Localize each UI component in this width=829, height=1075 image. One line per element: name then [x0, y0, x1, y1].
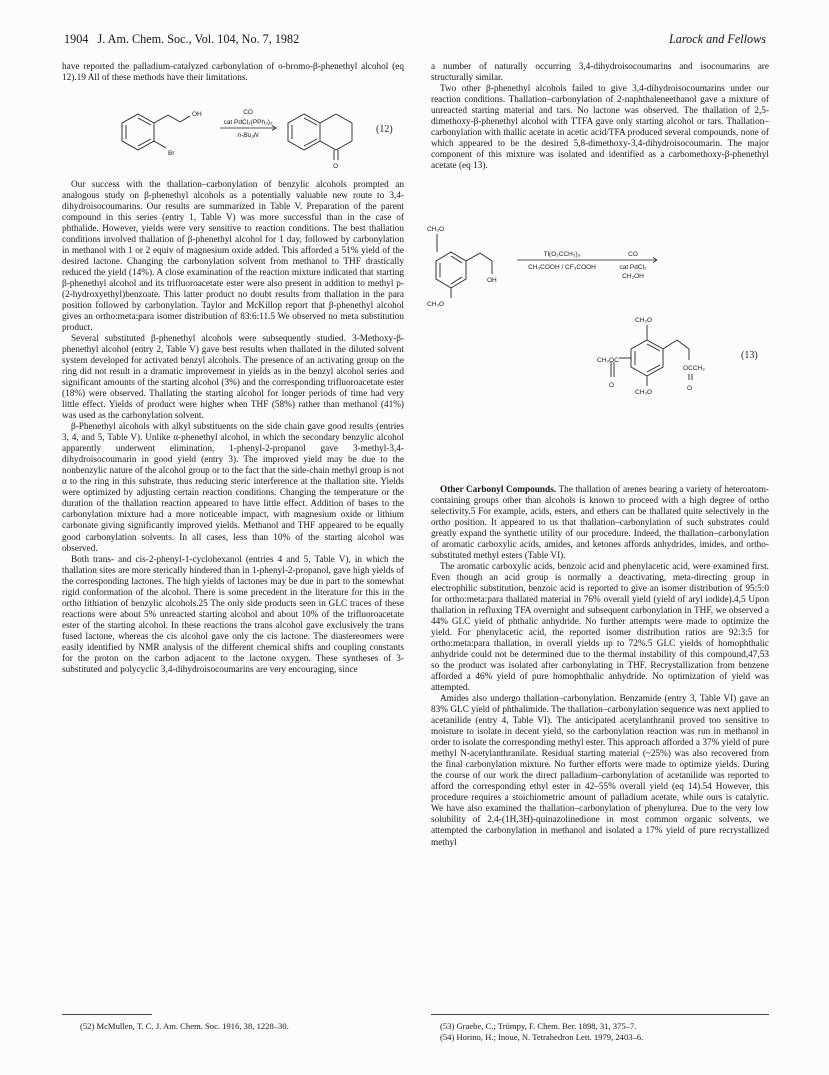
eq13-reaction-arrow [517, 258, 657, 263]
eq13-reagent-catalyst: cat PdCl₂ [619, 264, 647, 271]
left-paragraph-3: β-Phenethyl alcohols with alkyl substituents on the side chain gave good results (entries 3, 4, and 5, Table V). Unlike α-phenethyl alcohol, in which the secondary benzylic alcohol apparently underwent elimination, 1-phenyl-2-propanol gave 3-methyl-3,4-dihydroisocoumarin in good yield (entry 3). The improved yield may be due to the nonbenzylic nature of the alcohol group or to the fact that the side-chain methyl group is not α to the ring in this substrate, thus reducing steric interference at the thallation site. Yields were optimized by adjusting certain reaction conditions. Changing the temperature or the duration of the thallation reaction appeared to have little effect. Addition of bases to the carbonylation mixture had a more noticeable impact, with magnesium oxide or lithium carbonate giving significantly improved yields. Methanol and THF appeared to be equally good carbonylation solvents. In all cases, less than 10% of the starting alcohol was observed. [62, 422, 404, 554]
eq13-product-acetate-oxygen: O [687, 385, 693, 392]
eq13-product-structure [611, 325, 692, 386]
running-header [64, 32, 766, 48]
eq13-reactant-oh: OH [487, 277, 497, 284]
right-column-body [431, 485, 769, 849]
footnote-54: (54) Horino, H.; Inoue, N. Tetrahedron Lett. 1979, 2403–6. [440, 1032, 644, 1042]
right-section-paragraph-2: The aromatic carboxylic acids, benzoic acid and phenylacetic acid, were examined first. Even though an acid group is normally a deactivating, meta-directing group in electrophilic substitution, benzoic acid is reported to give an isomer distribution of 95:5:0 for ortho:meta:para thallated material in 76% overall yield (yield of aryl iodide).4,5 Upon thallation in refluxing TFA overnight and subsequent carbonylation in THF, we observed a 44% GLC yield of phthalic anhydride. No further attempts were made to optimize the yield. For phenylacetic acid, the reported isomer distribution ratios are 92:3:5 for ortho:meta:para thallation, in overall yields up to 72%.5 GLC yields of homophthalic anhydride could not be determined due to the thermal instability of this compound,47,53 so the product was isolated after carbonylating in THF. Recrystallization from benzene afforded a 46% yield of pure homophthalic anhydride. No optimization of yield was attempted. [431, 562, 769, 694]
header-citation: 1904 J. Am. Chem. Soc., Vol. 104, No. 7, 1982 [64, 32, 300, 46]
eq12-number: (12) [376, 124, 393, 135]
section-heading-other-carbonyl: Other Carbonyl Compounds. [440, 485, 557, 495]
eq13-product-ester-oxygen: O [609, 382, 615, 389]
eq13-number: (13) [741, 350, 758, 361]
eq13-reagent-co: CO [628, 251, 638, 258]
right-footnote-rule [431, 1014, 769, 1015]
left-column-intro [62, 62, 404, 84]
left-intro-paragraph: have reported the palladium-catalyzed carbonylation of o-bromo-β-phenethyl alcohol (eq 12).19 All of these methods have their limitations. [62, 62, 404, 84]
eq12-reagent-base: n-Bu₃N [237, 132, 259, 139]
eq13-product-methoxy-bottom: CH₃O [635, 389, 653, 396]
right-column-intro [431, 62, 769, 172]
equation-13-scheme [425, 222, 771, 428]
right-intro-paragraph-1: a number of naturally occurring 3,4-dihydroisocoumarins and isocoumarins are structurally similar. [431, 62, 769, 84]
left-paragraph-2: Several substituted β-phenethyl alcohols were subsequently studied. 3-Methoxy-β-phenethyl alcohol (entry 2, Table V) gave best results when thallated in the diluted solvent system developed for activated benzyl alcohols. The presence of an activating group on the ring did not result in a dramatic improvement in yields as in the benzyl alcohol series and significant amounts of the starting alcohol (3%) and the corresponding trifluoroacetate ester (18%) were observed. Thallating the starting alcohol for longer periods of time had very little effect. Yields of product were higher when THF (58%) rather than methanol (41%) was used as the carbonylation solvent. [62, 334, 404, 422]
right-intro-paragraph-2: Two other β-phenethyl alcohols failed to give 3,4-dihydroisocoumarins under our reaction conditions. Thallation–carbonylation of 2-naphthaleneethanol gave a mixture of unreacted starting material and tars. No lactone was observed. The thallation of 2,5-dimethoxy-β-phenethyl alcohol with TTFA gave only starting alcohol or tars. Thallation–carbonylation with thallic acetate in acetic acid/TFA produced several compounds, none of which appeared to be the desired 5,8-dimethoxy-3,4-dihydroisocoumarin. The major component of this mixture was isolated and identified as a carbomethoxy-β-phenethyl acetate (eq 13). [431, 84, 769, 172]
eq12-reaction-arrow [220, 126, 276, 131]
eq12-reactant-structure [122, 114, 190, 150]
right-section-paragraph-1 [431, 485, 769, 562]
footnote-53: (53) Graebe, C.; Trümpy, F. Chem. Ber. 1898, 31, 375–7. [440, 1021, 637, 1031]
equation-12-scheme [108, 104, 408, 172]
header-authors: Larock and Fellows [668, 32, 766, 46]
right-section-paragraph-1-text: The thallation of arenes bearing a variety of heteroatom-containing groups other than alcohols is known to proceed with a high degree of ortho selectivity.5 For example, acids, esters, and ethers can be thallated quite selectively in the ortho position. It appeared to us that thallation–carbonylation of such substrates could greatly expand the synthetic utility of our procedure. Indeed, the thallation–carbonylation of aromatic carboxylic acids, amides, and ketones affords anhydrides, imides, and ortho-substituted methyl esters (Table VI). [431, 485, 770, 562]
left-footnote-rule [62, 1014, 152, 1015]
eq12-reactant-oh: OH [192, 111, 202, 118]
eq13-reagent-solvent: CH₃COOH / CF₃COOH [528, 264, 596, 271]
right-section-paragraph-3: Amides also undergo thallation–carbonylation. Benzamide (entry 3, Table VI) gave an 83% GLC yield of phthalimide. The thallation–carbonylation sequence was next applied to acetanilide (entry 4, Table VI). The anticipated acetylanthranil proved too sensitive to moisture to isolate in decent yield, so the carbonylation reaction was run in methanol in order to isolate the corresponding methyl ester. This approach afforded a 37% yield of pure methyl N-acetylanthranilate. Residual starting material (~25%) was also recovered from the final carbonylation mixture. No further efforts were made to optimize yields. During the course of our work the direct palladium–carbonylation of acetanilide was reported to afford the corresponding ethyl ester in 42–55% overall yield (eq 14).54 However, this procedure requires a stoichiometric amount of palladium acetate, while ours is catalytic. We have also examined the thallation–carbonylation of phenylurea. Due to the very low solubility of 2,4-(1H,3H)-quinazolinedione in most common organic solvents, we attempted the carbonylation in methanol and isolated a 17% yield of pure recrystallized methyl [431, 694, 769, 848]
eq13-product-ester-group: CH₃OC [597, 357, 619, 364]
eq12-reagent-co: CO [243, 109, 253, 116]
eq12-reagent-catalyst: cat PdCl₂(PPh₃)₂ [223, 119, 273, 126]
eq13-reactant-methoxy-top: CH₃O [427, 226, 445, 233]
footnote-52: (52) McMullen, T. C. J. Am. Chem. Soc. 1916, 38, 1228–30. [80, 1021, 289, 1031]
eq12-product-carbonyl-o: O [333, 163, 339, 170]
left-paragraph-1: Our success with the thallation–carbonylation of benzylic alcohols prompted an analogous study on β-phenethyl alcohols as a potentially valuable new route to 3,4-dihydroisocoumarins. Our results are summarized in Table V. Preparation of the parent compound in this series (entry 1, Table V) was more successful than in the case of phthalide. However, yields were very sensitive to reaction conditions. The best thallation conditions involved thallation of β-phenethyl alcohol for 1 day, followed by carbonylation in methanol with 1 or 2 equiv of magnesium oxide added. This afforded a 51% yield of the desired lactone. Changing the carbonylation solvent from methanol to THF drastically reduced the yield (14%). A close examination of the reaction mixture indicated that starting β-phenethyl alcohol and its trifluoroacetate ester were also present in addition to methyl p-(2-hydroxyethyl)benzoate. This latter product no doubt results from thallation in the para position followed by carbonylation. Taylor and McKillop report that β-phenethyl alcohol gives an ortho:meta:para isomer distribution of 83:6:11.5 We observed no meta substitution product. [62, 180, 404, 334]
eq13-reagent-methanol: CH₃OH [622, 273, 644, 280]
eq13-reactant-structure [436, 234, 492, 298]
eq12-reactant-br: Br [168, 150, 175, 157]
eq13-reactant-methoxy-bottom: CH₃O [427, 301, 445, 308]
eq13-product-acetate-group: OCCH₃ [683, 365, 705, 372]
eq12-product-structure [288, 114, 352, 160]
eq13-product-methoxy-top: CH₃O [635, 317, 653, 324]
left-paragraph-4: Both trans- and cis-2-phenyl-1-cyclohexanol (entries 4 and 5, Table V), in which the thallation sites are more sterically hindered than in 1-phenyl-2-propanol, gave high yields of the corresponding lactones. The high yields of lactones may be due in part to the somewhat rigid conformation of the alcohol. There is some precedent in the literature for this in the ortho lithiation of benzylic alcohols.25 The only side products seen in GLC traces of these reactions were about 5% unreacted starting alcohol and about 10% of the trifluoroacetate ester of the starting alcohol. In these reactions the trans alcohol gave exclusively the trans fused lactone, whereas the cis alcohol gave only the cis lactone. The diastereomers were easily identified by NMR analysis of the different chemical shifts and coupling constants for the proton on the carbon adjacent to the lactone oxygen. These syntheses of 3-substituted and polycyclic 3,4-dihydroisocoumarins are very encouraging, since [62, 554, 404, 675]
left-column-body [62, 180, 404, 676]
eq13-reagent-thallium: Tl(O₂CCH₃)₃ [543, 251, 581, 258]
